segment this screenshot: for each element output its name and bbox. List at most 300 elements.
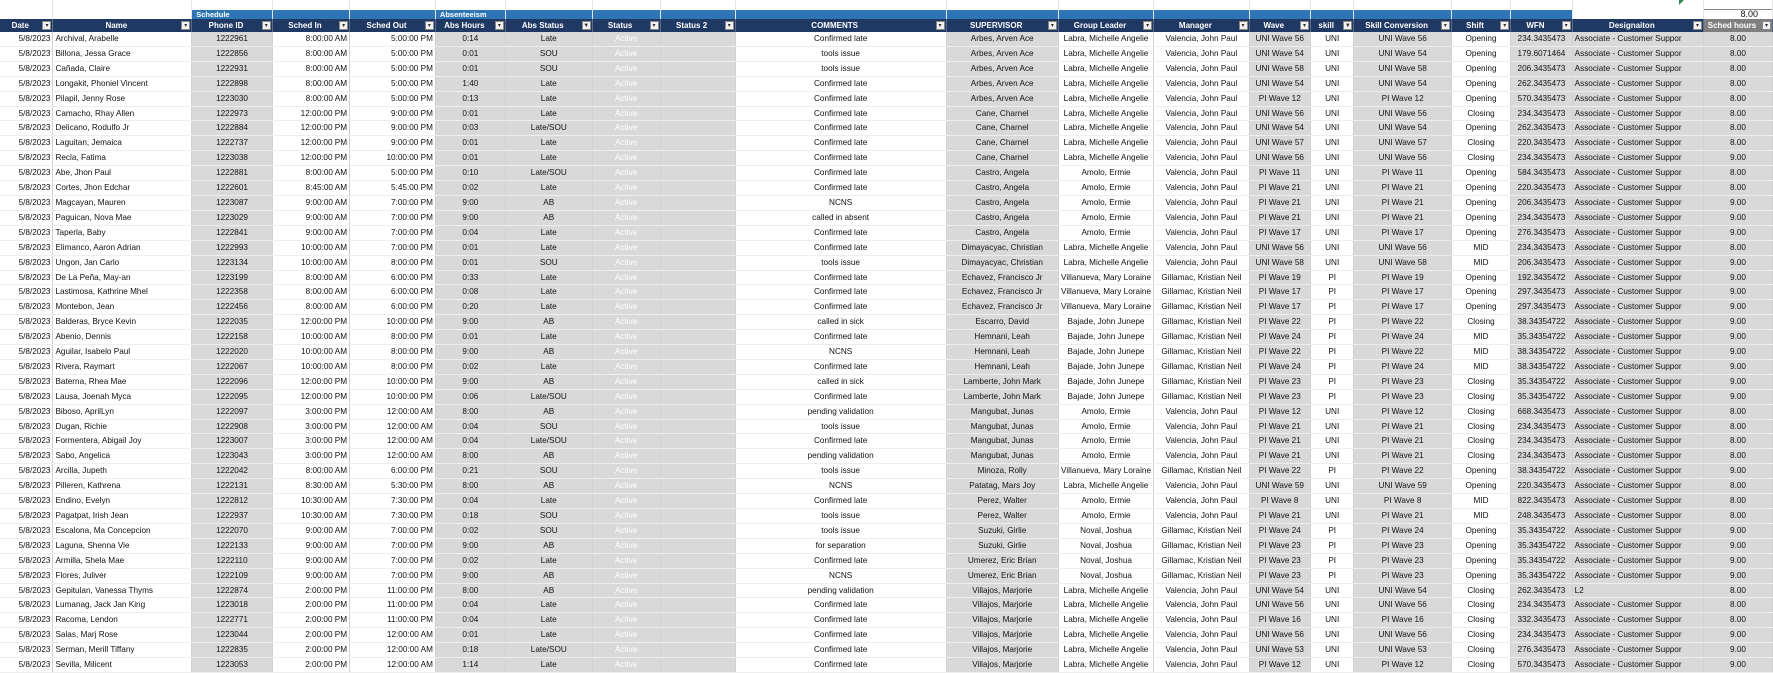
cell-skill-conversion[interactable]: PI Wave 12 — [1354, 91, 1451, 106]
cell-sched-out[interactable]: 7:00:00 PM — [350, 195, 436, 210]
cell-skill-conversion[interactable]: PI Wave 22 — [1354, 345, 1451, 360]
cell-wave[interactable]: PI Wave 24 — [1249, 523, 1310, 538]
cell-wfn[interactable]: 234.3435473 — [1511, 32, 1572, 46]
cell-comments[interactable]: called in absent — [735, 210, 946, 225]
cell-manager[interactable]: Valencia, John Paul — [1154, 166, 1249, 181]
cell-phone-id[interactable]: 1222358 — [192, 285, 273, 300]
cell-shift[interactable]: Opening — [1451, 538, 1510, 553]
cell-wfn[interactable]: 262.3435473 — [1511, 121, 1572, 136]
filter-dropdown-icon[interactable]: ▾ — [1143, 21, 1152, 30]
cell-sched-hours[interactable]: 8.00 — [1704, 46, 1773, 61]
cell-sched-out[interactable]: 12:00:00 AM — [350, 419, 436, 434]
cell-skill[interactable]: UNI — [1310, 195, 1353, 210]
cell-date[interactable]: 5/8/2023 — [0, 181, 53, 196]
cell-date[interactable]: 5/8/2023 — [0, 359, 53, 374]
cell-wave[interactable]: UNI Wave 56 — [1249, 628, 1310, 643]
cell-designation[interactable]: Associate - Customer Suppor — [1572, 255, 1703, 270]
cell-sched-in[interactable]: 10:00:00 AM — [272, 330, 349, 345]
cell-shift[interactable]: Opening — [1451, 553, 1510, 568]
cell-supervisor[interactable]: Arbes, Arven Ace — [946, 46, 1058, 61]
cell-name[interactable]: Salas, Marj Rose — [53, 628, 192, 643]
cell-status-2[interactable] — [660, 523, 735, 538]
cell-status[interactable]: Active — [592, 61, 660, 76]
cell-wfn[interactable]: 220.3435473 — [1511, 479, 1572, 494]
cell-name[interactable]: Elimanco, Aaron Adrian — [53, 240, 192, 255]
cell-group-leader[interactable]: Labra, Michelle Angelie — [1058, 255, 1153, 270]
cell-sched-out[interactable]: 6:00:00 PM — [350, 300, 436, 315]
cell-name[interactable]: Biboso, AprilLyn — [53, 404, 192, 419]
cell-wfn[interactable]: 248.3435473 — [1511, 509, 1572, 524]
cell-wfn[interactable]: 297.3435473 — [1511, 285, 1572, 300]
cell-sched-out[interactable]: 12:00:00 AM — [350, 643, 436, 658]
cell-phone-id[interactable]: 1222096 — [192, 374, 273, 389]
cell-name[interactable]: Rivera, Raymart — [53, 359, 192, 374]
cell-wave[interactable]: UNI Wave 59 — [1249, 479, 1310, 494]
cell-manager[interactable]: Gillamac, Kristian Neil — [1154, 345, 1249, 360]
cell-phone-id[interactable]: 1222884 — [192, 121, 273, 136]
cell-sched-hours[interactable]: 9.00 — [1704, 658, 1773, 673]
cell-shift[interactable]: Opening — [1451, 32, 1510, 46]
cell-group-leader[interactable]: Amolo, Ermie — [1058, 449, 1153, 464]
cell-comments[interactable]: NCNS — [735, 195, 946, 210]
cell-designation[interactable]: Associate - Customer Suppor — [1572, 330, 1703, 345]
cell-sched-hours[interactable]: 9.00 — [1704, 270, 1773, 285]
cell-date[interactable]: 5/8/2023 — [0, 330, 53, 345]
cell-shift[interactable]: Opening — [1451, 46, 1510, 61]
cell-status-2[interactable] — [660, 210, 735, 225]
cell-abs-hours[interactable]: 9:00 — [435, 315, 505, 330]
cell-name[interactable]: Paguican, Nova Mae — [53, 210, 192, 225]
cell-sched-in[interactable]: 2:00:00 PM — [272, 583, 349, 598]
cell-shift[interactable]: Opening — [1451, 285, 1510, 300]
cell-skill[interactable]: UNI — [1310, 181, 1353, 196]
cell-designation[interactable]: L2 — [1572, 583, 1703, 598]
header-skill-conversion[interactable] — [1354, 19, 1451, 32]
cell-status[interactable]: Active — [592, 538, 660, 553]
cell-skill[interactable]: UNI — [1310, 76, 1353, 91]
cell-sched-hours[interactable]: 8.00 — [1704, 494, 1773, 509]
cell-skill-conversion[interactable]: PI Wave 23 — [1354, 538, 1451, 553]
cell-wave[interactable]: UNI Wave 58 — [1249, 61, 1310, 76]
cell-sched-in[interactable]: 8:00:00 AM — [272, 46, 349, 61]
cell-sched-hours[interactable]: 8.00 — [1704, 449, 1773, 464]
cell-wave[interactable]: UNI Wave 54 — [1249, 121, 1310, 136]
cell-shift[interactable]: Opening — [1451, 91, 1510, 106]
cell-skill-conversion[interactable]: PI Wave 24 — [1354, 523, 1451, 538]
cell-designation[interactable]: Associate - Customer Suppor — [1572, 628, 1703, 643]
cell-abs-hours[interactable]: 0:33 — [435, 270, 505, 285]
cell-manager[interactable]: Valencia, John Paul — [1154, 195, 1249, 210]
cell-phone-id[interactable]: 1222993 — [192, 240, 273, 255]
cell-skill[interactable]: UNI — [1310, 46, 1353, 61]
cell-date[interactable]: 5/8/2023 — [0, 404, 53, 419]
cell-wave[interactable]: PI Wave 21 — [1249, 210, 1310, 225]
cell-comments[interactable]: NCNS — [735, 479, 946, 494]
cell-comments[interactable]: pending validation — [735, 583, 946, 598]
cell-wave[interactable]: PI Wave 22 — [1249, 464, 1310, 479]
cell-wfn[interactable]: 822.3435473 — [1511, 494, 1572, 509]
cell-wfn[interactable]: 38.34354722 — [1511, 345, 1572, 360]
cell-skill[interactable]: PI — [1310, 330, 1353, 345]
cell-status[interactable]: Active — [592, 166, 660, 181]
cell-sched-hours[interactable]: 8.00 — [1704, 583, 1773, 598]
cell-abs-hours[interactable]: 0:01 — [435, 61, 505, 76]
cell-manager[interactable]: Gillamac, Kristian Neil — [1154, 270, 1249, 285]
cell-designation[interactable]: Associate - Customer Suppor — [1572, 225, 1703, 240]
cell-sched-hours[interactable]: 9.00 — [1704, 225, 1773, 240]
cell-wfn[interactable]: 297.3435473 — [1511, 300, 1572, 315]
header-supervisor[interactable] — [946, 19, 1058, 32]
cell-manager[interactable]: Valencia, John Paul — [1154, 106, 1249, 121]
cell-manager[interactable]: Gillamac, Kristian Neil — [1154, 538, 1249, 553]
cell-phone-id[interactable]: 1222020 — [192, 345, 273, 360]
cell-designation[interactable]: Associate - Customer Suppor — [1572, 121, 1703, 136]
cell-sched-out[interactable]: 11:00:00 PM — [350, 583, 436, 598]
cell-skill-conversion[interactable]: PI Wave 21 — [1354, 195, 1451, 210]
cell-abs-status[interactable]: Late — [505, 628, 592, 643]
cell-sched-out[interactable]: 7:00:00 PM — [350, 568, 436, 583]
cell-status-2[interactable] — [660, 300, 735, 315]
cell-name[interactable]: Dugan, Richie — [53, 419, 192, 434]
cell-sched-hours[interactable]: 8.00 — [1704, 479, 1773, 494]
cell-phone-id[interactable]: 1222881 — [192, 166, 273, 181]
cell-sched-out[interactable]: 5:00:00 PM — [350, 76, 436, 91]
cell-supervisor[interactable]: Castro, Angela — [946, 195, 1058, 210]
filter-dropdown-icon[interactable]: ▾ — [725, 21, 734, 30]
cell-sched-hours[interactable]: 9.00 — [1704, 315, 1773, 330]
cell-phone-id[interactable]: 1223007 — [192, 434, 273, 449]
cell-shift[interactable]: Opening — [1451, 300, 1510, 315]
cell-comments[interactable]: Confirmed late — [735, 643, 946, 658]
cell-sched-in[interactable]: 8:30:00 AM — [272, 479, 349, 494]
cell-status-2[interactable] — [660, 166, 735, 181]
cell-manager[interactable]: Gillamac, Kristian Neil — [1154, 315, 1249, 330]
cell-abs-hours[interactable]: 0:01 — [435, 106, 505, 121]
cell-phone-id[interactable]: 1222737 — [192, 136, 273, 151]
cell-name[interactable]: Magcayan, Mauren — [53, 195, 192, 210]
cell-sched-in[interactable]: 3:00:00 PM — [272, 419, 349, 434]
cell-abs-hours[interactable]: 0:02 — [435, 359, 505, 374]
cell-wave[interactable]: PI Wave 23 — [1249, 538, 1310, 553]
cell-shift[interactable]: Opening — [1451, 225, 1510, 240]
cell-status[interactable]: Active — [592, 643, 660, 658]
cell-designation[interactable]: Associate - Customer Suppor — [1572, 613, 1703, 628]
cell-status-2[interactable] — [660, 494, 735, 509]
cell-sched-hours[interactable]: 8.00 — [1704, 181, 1773, 196]
cell-date[interactable]: 5/8/2023 — [0, 583, 53, 598]
cell-date[interactable]: 5/8/2023 — [0, 32, 53, 46]
cell-skill-conversion[interactable]: PI Wave 21 — [1354, 434, 1451, 449]
cell-status-2[interactable] — [660, 359, 735, 374]
cell-manager[interactable]: Valencia, John Paul — [1154, 434, 1249, 449]
cell-skill-conversion[interactable]: UNI Wave 54 — [1354, 76, 1451, 91]
cell-status[interactable]: Active — [592, 494, 660, 509]
cell-sched-out[interactable]: 9:00:00 PM — [350, 106, 436, 121]
cell-skill-conversion[interactable]: PI Wave 21 — [1354, 419, 1451, 434]
cell-wave[interactable]: PI Wave 21 — [1249, 419, 1310, 434]
cell-status[interactable]: Active — [592, 270, 660, 285]
cell-comments[interactable]: Confirmed late — [735, 389, 946, 404]
cell-group-leader[interactable]: Amolo, Ermie — [1058, 434, 1153, 449]
cell-wfn[interactable]: 234.3435473 — [1511, 151, 1572, 166]
cell-supervisor[interactable]: Hemnani, Leah — [946, 345, 1058, 360]
cell-name[interactable]: Cortes, Jhon Edchar — [53, 181, 192, 196]
filter-dropdown-icon[interactable]: ▾ — [1300, 21, 1309, 30]
cell-manager[interactable]: Valencia, John Paul — [1154, 509, 1249, 524]
cell-comments[interactable]: NCNS — [735, 568, 946, 583]
cell-sched-in[interactable]: 9:00:00 AM — [272, 225, 349, 240]
cell-manager[interactable]: Gillamac, Kristian Neil — [1154, 568, 1249, 583]
cell-sched-hours[interactable]: 9.00 — [1704, 389, 1773, 404]
cell-sched-in[interactable]: 12:00:00 PM — [272, 106, 349, 121]
cell-sched-out[interactable]: 7:00:00 PM — [350, 553, 436, 568]
cell-shift[interactable]: Closing — [1451, 598, 1510, 613]
cell-sched-out[interactable]: 7:00:00 PM — [350, 210, 436, 225]
cell-phone-id[interactable]: 1222771 — [192, 613, 273, 628]
cell-group-leader[interactable]: Villanueva, Mary Loraine — [1058, 464, 1153, 479]
cell-wave[interactable]: PI Wave 17 — [1249, 300, 1310, 315]
cell-sched-in[interactable]: 8:00:00 AM — [272, 76, 349, 91]
cell-wfn[interactable]: 262.3435473 — [1511, 76, 1572, 91]
cell-sched-in[interactable]: 8:00:00 AM — [272, 464, 349, 479]
cell-comments[interactable]: Confirmed late — [735, 359, 946, 374]
cell-date[interactable]: 5/8/2023 — [0, 195, 53, 210]
cell-status-2[interactable] — [660, 568, 735, 583]
cell-status[interactable]: Active — [592, 106, 660, 121]
cell-wave[interactable]: PI Wave 17 — [1249, 225, 1310, 240]
cell-designation[interactable]: Associate - Customer Suppor — [1572, 509, 1703, 524]
cell-sched-in[interactable]: 10:00:00 AM — [272, 345, 349, 360]
cell-phone-id[interactable]: 1223018 — [192, 598, 273, 613]
cell-phone-id[interactable]: 1223199 — [192, 270, 273, 285]
cell-supervisor[interactable]: Patatag, Mars Joy — [946, 479, 1058, 494]
cell-supervisor[interactable]: Echavez, Francisco Jr — [946, 270, 1058, 285]
cell-name[interactable]: Lumanag, Jack Jan King — [53, 598, 192, 613]
cell-skill[interactable]: UNI — [1310, 225, 1353, 240]
cell-manager[interactable]: Valencia, John Paul — [1154, 494, 1249, 509]
cell-skill-conversion[interactable]: UNI Wave 58 — [1354, 61, 1451, 76]
cell-status-2[interactable] — [660, 643, 735, 658]
cell-date[interactable]: 5/8/2023 — [0, 568, 53, 583]
cell-status-2[interactable] — [660, 509, 735, 524]
cell-abs-hours[interactable]: 0:01 — [435, 255, 505, 270]
cell-date[interactable]: 5/8/2023 — [0, 210, 53, 225]
cell-group-leader[interactable]: Labra, Michelle Angelie — [1058, 136, 1153, 151]
cell-skill-conversion[interactable]: PI Wave 16 — [1354, 613, 1451, 628]
cell-abs-hours[interactable]: 0:04 — [435, 494, 505, 509]
cell-wfn[interactable]: 220.3435473 — [1511, 181, 1572, 196]
cell-status[interactable]: Active — [592, 91, 660, 106]
header-status-2[interactable] — [660, 19, 735, 32]
cell-skill-conversion[interactable]: PI Wave 22 — [1354, 464, 1451, 479]
cell-status-2[interactable] — [660, 32, 735, 46]
cell-sched-out[interactable]: 8:00:00 PM — [350, 359, 436, 374]
cell-wfn[interactable]: 35.34354722 — [1511, 389, 1572, 404]
cell-wave[interactable]: PI Wave 12 — [1249, 658, 1310, 673]
header-shift[interactable] — [1451, 19, 1510, 32]
cell-sched-out[interactable]: 8:00:00 PM — [350, 345, 436, 360]
cell-group-leader[interactable]: Labra, Michelle Angelie — [1058, 658, 1153, 673]
cell-date[interactable]: 5/8/2023 — [0, 61, 53, 76]
cell-name[interactable]: Formentera, Abigail Joy — [53, 434, 192, 449]
cell-designation[interactable]: Associate - Customer Suppor — [1572, 151, 1703, 166]
cell-group-leader[interactable]: Villanueva, Mary Loraine — [1058, 285, 1153, 300]
cell-skill-conversion[interactable]: PI Wave 17 — [1354, 225, 1451, 240]
cell-group-leader[interactable]: Amolo, Ermie — [1058, 181, 1153, 196]
filter-dropdown-icon[interactable]: ▾ — [1562, 21, 1571, 30]
cell-designation[interactable]: Associate - Customer Suppor — [1572, 76, 1703, 91]
cell-abs-status[interactable]: AB — [505, 374, 592, 389]
cell-wfn[interactable]: 192.3435472 — [1511, 270, 1572, 285]
cell-sched-in[interactable]: 8:00:00 AM — [272, 166, 349, 181]
cell-sched-in[interactable]: 12:00:00 PM — [272, 136, 349, 151]
cell-wave[interactable]: UNI Wave 56 — [1249, 598, 1310, 613]
cell-name[interactable]: Archival, Arabelle — [53, 32, 192, 46]
cell-skill-conversion[interactable]: UNI Wave 57 — [1354, 136, 1451, 151]
cell-skill-conversion[interactable]: UNI Wave 56 — [1354, 151, 1451, 166]
cell-phone-id[interactable]: 1222035 — [192, 315, 273, 330]
cell-wfn[interactable]: 332.3435473 — [1511, 613, 1572, 628]
cell-comments[interactable]: Confirmed late — [735, 121, 946, 136]
cell-abs-hours[interactable]: 0:02 — [435, 523, 505, 538]
cell-wfn[interactable]: 206.3435473 — [1511, 61, 1572, 76]
cell-shift[interactable]: Opening — [1451, 568, 1510, 583]
cell-status[interactable]: Active — [592, 345, 660, 360]
cell-supervisor[interactable]: Perez, Walter — [946, 509, 1058, 524]
header-comments[interactable] — [735, 19, 946, 32]
cell-supervisor[interactable]: Minoza, Rolly — [946, 464, 1058, 479]
cell-abs-status[interactable]: AB — [505, 195, 592, 210]
cell-skill-conversion[interactable]: UNI Wave 54 — [1354, 46, 1451, 61]
cell-shift[interactable]: Closing — [1451, 389, 1510, 404]
cell-comments[interactable]: Confirmed late — [735, 553, 946, 568]
cell-comments[interactable]: tools issue — [735, 509, 946, 524]
cell-group-leader[interactable]: Bajade, John Junepe — [1058, 315, 1153, 330]
cell-status-2[interactable] — [660, 270, 735, 285]
cell-sched-hours[interactable]: 9.00 — [1704, 374, 1773, 389]
header-sched-in[interactable] — [272, 19, 349, 32]
cell-name[interactable]: Camacho, Rhay Allen — [53, 106, 192, 121]
cell-manager[interactable]: Gillamac, Kristian Neil — [1154, 285, 1249, 300]
cell-wave[interactable]: PI Wave 19 — [1249, 270, 1310, 285]
cell-skill[interactable]: UNI — [1310, 628, 1353, 643]
cell-sched-out[interactable]: 8:00:00 PM — [350, 255, 436, 270]
cell-manager[interactable]: Valencia, John Paul — [1154, 628, 1249, 643]
cell-abs-status[interactable]: Late — [505, 494, 592, 509]
cell-phone-id[interactable]: 1222841 — [192, 225, 273, 240]
cell-shift[interactable]: MID — [1451, 345, 1510, 360]
cell-date[interactable]: 5/8/2023 — [0, 225, 53, 240]
cell-sched-in[interactable]: 8:00:00 AM — [272, 270, 349, 285]
cell-sched-in[interactable]: 12:00:00 PM — [272, 315, 349, 330]
cell-abs-hours[interactable]: 0:01 — [435, 240, 505, 255]
cell-skill[interactable]: UNI — [1310, 598, 1353, 613]
cell-skill[interactable]: UNI — [1310, 509, 1353, 524]
cell-wave[interactable]: PI Wave 21 — [1249, 195, 1310, 210]
cell-sched-out[interactable]: 11:00:00 PM — [350, 598, 436, 613]
cell-skill[interactable]: PI — [1310, 300, 1353, 315]
cell-manager[interactable]: Valencia, John Paul — [1154, 121, 1249, 136]
cell-manager[interactable]: Gillamac, Kristian Neil — [1154, 464, 1249, 479]
cell-status-2[interactable] — [660, 136, 735, 151]
cell-wave[interactable]: UNI Wave 56 — [1249, 32, 1310, 46]
cell-status[interactable]: Active — [592, 255, 660, 270]
cell-abs-hours[interactable]: 0:01 — [435, 330, 505, 345]
cell-name[interactable]: Cañada, Claire — [53, 61, 192, 76]
cell-abs-status[interactable]: Late/SOU — [505, 389, 592, 404]
cell-supervisor[interactable]: Hemnani, Leah — [946, 359, 1058, 374]
cell-shift[interactable]: Closing — [1451, 106, 1510, 121]
cell-abs-hours[interactable]: 0:02 — [435, 181, 505, 196]
cell-status[interactable]: Active — [592, 195, 660, 210]
cell-wfn[interactable]: 234.3435473 — [1511, 419, 1572, 434]
cell-wave[interactable]: PI Wave 8 — [1249, 494, 1310, 509]
cell-sched-hours[interactable]: 9.00 — [1704, 359, 1773, 374]
cell-abs-hours[interactable]: 1:40 — [435, 76, 505, 91]
cell-wfn[interactable]: 570.3435473 — [1511, 91, 1572, 106]
filter-dropdown-icon[interactable]: ▾ — [650, 21, 659, 30]
cell-abs-status[interactable]: AB — [505, 568, 592, 583]
cell-skill[interactable]: UNI — [1310, 434, 1353, 449]
cell-status-2[interactable] — [660, 106, 735, 121]
cell-abs-status[interactable]: AB — [505, 210, 592, 225]
cell-shift[interactable]: Opening — [1451, 61, 1510, 76]
cell-supervisor[interactable]: Lamberte, John Mark — [946, 374, 1058, 389]
cell-supervisor[interactable]: Mangubat, Junas — [946, 449, 1058, 464]
cell-status[interactable]: Active — [592, 300, 660, 315]
cell-manager[interactable]: Valencia, John Paul — [1154, 61, 1249, 76]
cell-manager[interactable]: Valencia, John Paul — [1154, 181, 1249, 196]
cell-shift[interactable]: Opening — [1451, 464, 1510, 479]
cell-phone-id[interactable]: 1223053 — [192, 658, 273, 673]
cell-abs-hours[interactable]: 9:00 — [435, 538, 505, 553]
cell-status-2[interactable] — [660, 404, 735, 419]
cell-sched-out[interactable]: 9:00:00 PM — [350, 121, 436, 136]
header-date[interactable] — [0, 19, 53, 32]
filter-dropdown-icon[interactable]: ▾ — [425, 21, 434, 30]
cell-date[interactable]: 5/8/2023 — [0, 479, 53, 494]
cell-supervisor[interactable]: Escarro, David — [946, 315, 1058, 330]
cell-sched-out[interactable]: 6:00:00 PM — [350, 285, 436, 300]
cell-name[interactable]: Abe, Jhon Paul — [53, 166, 192, 181]
cell-wfn[interactable]: 234.3435473 — [1511, 106, 1572, 121]
cell-skill-conversion[interactable]: PI Wave 23 — [1354, 553, 1451, 568]
cell-date[interactable]: 5/8/2023 — [0, 76, 53, 91]
cell-skill[interactable]: PI — [1310, 374, 1353, 389]
cell-abs-hours[interactable]: 0:14 — [435, 32, 505, 46]
cell-abs-status[interactable]: Late/SOU — [505, 643, 592, 658]
cell-wave[interactable]: UNI Wave 56 — [1249, 106, 1310, 121]
cell-status[interactable]: Active — [592, 374, 660, 389]
cell-sched-in[interactable]: 2:00:00 PM — [272, 628, 349, 643]
cell-sched-out[interactable]: 12:00:00 AM — [350, 658, 436, 673]
cell-skill[interactable]: PI — [1310, 270, 1353, 285]
cell-sched-in[interactable]: 12:00:00 PM — [272, 151, 349, 166]
cell-skill-conversion[interactable]: UNI Wave 56 — [1354, 628, 1451, 643]
filter-dropdown-icon[interactable]: ▾ — [1693, 21, 1702, 30]
cell-date[interactable]: 5/8/2023 — [0, 166, 53, 181]
cell-abs-status[interactable]: Late — [505, 151, 592, 166]
cell-supervisor[interactable]: Dimayacyac, Christian — [946, 255, 1058, 270]
cell-name[interactable]: Laguitan, Jemaica — [53, 136, 192, 151]
cell-status-2[interactable] — [660, 181, 735, 196]
cell-designation[interactable]: Associate - Customer Suppor — [1572, 419, 1703, 434]
cell-manager[interactable]: Gillamac, Kristian Neil — [1154, 330, 1249, 345]
cell-group-leader[interactable]: Bajade, John Junepe — [1058, 389, 1153, 404]
cell-wfn[interactable]: 276.3435473 — [1511, 643, 1572, 658]
cell-shift[interactable]: MID — [1451, 494, 1510, 509]
cell-comments[interactable]: Confirmed late — [735, 434, 946, 449]
